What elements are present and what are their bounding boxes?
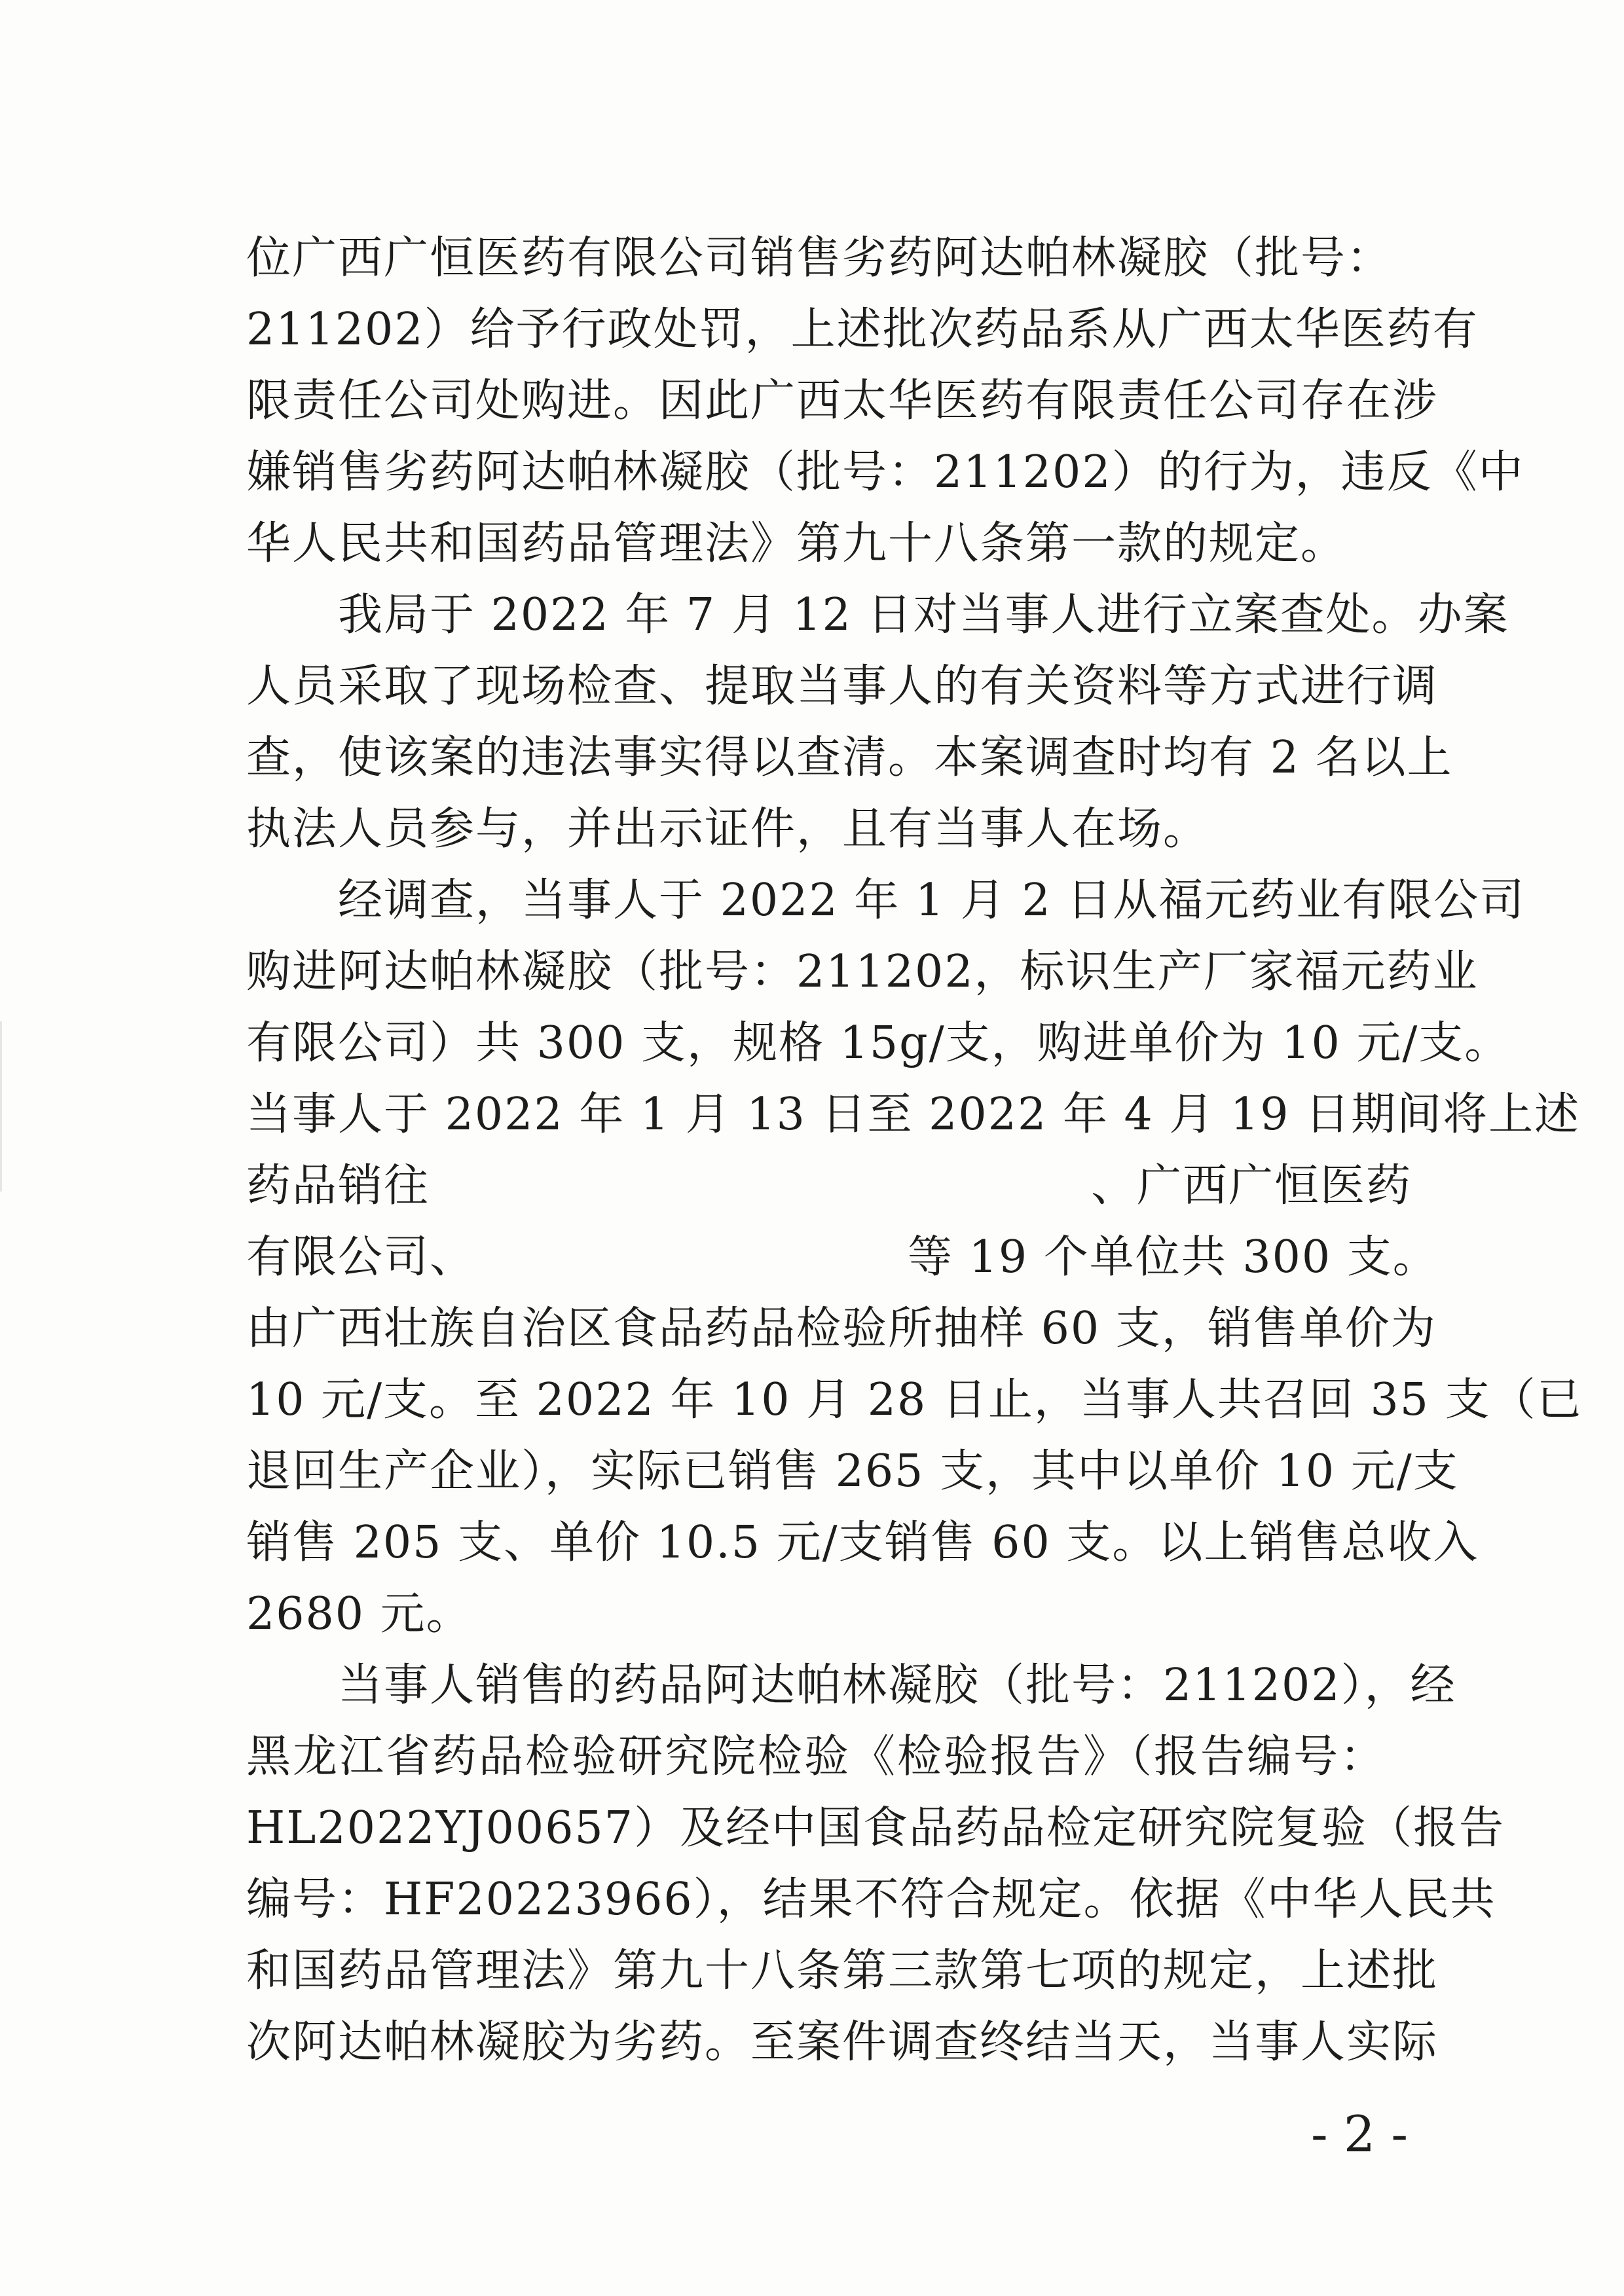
text-line: 查，使该案的违法事实得以查清。本案调查时均有 2 名以上 — [246, 732, 1453, 784]
text-line: 人员采取了现场检查、提取当事人的有关资料等方式进行调 — [246, 661, 1439, 712]
text-line: 当事人于 2022 年 1 月 13 日至 2022 年 4 月 19 日期间将上述 — [246, 1089, 1581, 1140]
text-line: 和国药品管理法》第九十八条第三款第七项的规定，上述批 — [246, 1945, 1439, 1997]
scan-edge-mark — [0, 1021, 2, 1192]
text-line: 退回生产企业），实际已销售 265 支，其中以单价 10 元/支 — [246, 1446, 1459, 1497]
text-line: 由广西壮族自治区食品药品检验所抽样 60 支，销售单价为 — [246, 1303, 1437, 1355]
text-line-redacted — [246, 1147, 1412, 1226]
text-line: 211202）给予行政处罚，上述批次药品系从广西太华医药有 — [246, 304, 1479, 355]
page-number: - 2 - — [1310, 2105, 1408, 2163]
text-line: HL2022YJ00657）及经中国食品药品检定研究院复验（报告 — [246, 1802, 1505, 1854]
text-line: 10 元/支。至 2022 年 10 月 28 日止，当事人共召回 35 支（已 — [246, 1374, 1583, 1426]
text-line-redacted — [246, 1218, 1439, 1297]
text-line: 次阿达帕林凝胶为劣药。至案件调查终结当天，当事人实际 — [246, 2016, 1439, 2068]
text-line: 2680 元。 — [246, 1588, 472, 1640]
text-segment: 有限公司、 — [246, 1231, 476, 1283]
paragraph-first-line: 经调查，当事人于 2022 年 1 月 2 日从福元药业有限公司 — [338, 875, 1526, 926]
text-line: 执法人员参与，并出示证件，且有当事人在场。 — [246, 803, 1209, 855]
text-segment: 药品销往 — [246, 1160, 430, 1212]
text-line: 黑龙江省药品检验研究院检验《检验报告》（报告编号： — [246, 1731, 1386, 1783]
text-line: 限责任公司处购进。因此广西太华医药有限责任公司存在涉 — [246, 375, 1439, 427]
text-line: 华人民共和国药品管理法》第九十八条第一款的规定。 — [246, 518, 1347, 570]
text-line: 编号：HF20223966），结果不符合规定。依据《中华人民共 — [246, 1874, 1496, 1925]
text-line: 嫌销售劣药阿达帕林凝胶（批号：211202）的行为，违反《中 — [246, 446, 1524, 498]
text-line: 位广西广恒医药有限公司销售劣药阿达帕林凝胶（批号： — [246, 232, 1393, 284]
text-segment: 等 19 个单位共 300 支。 — [908, 1231, 1439, 1283]
text-line: 有限公司）共 300 支，规格 15g/支，购进单价为 10 元/支。 — [246, 1017, 1511, 1069]
text-line: 购进阿达帕林凝胶（批号：211202，标识生产厂家福元药业 — [246, 946, 1479, 998]
text-line: 销售 205 支、单价 10.5 元/支销售 60 支。以上销售总收入 — [246, 1517, 1479, 1569]
paragraph-first-line: 当事人销售的药品阿达帕林凝胶（批号：211202），经 — [338, 1660, 1456, 1711]
paragraph-first-line: 我局于 2022 年 7 月 12 日对当事人进行立案查处。办案 — [338, 589, 1509, 641]
text-segment: 、广西广恒医药 — [1091, 1160, 1412, 1212]
